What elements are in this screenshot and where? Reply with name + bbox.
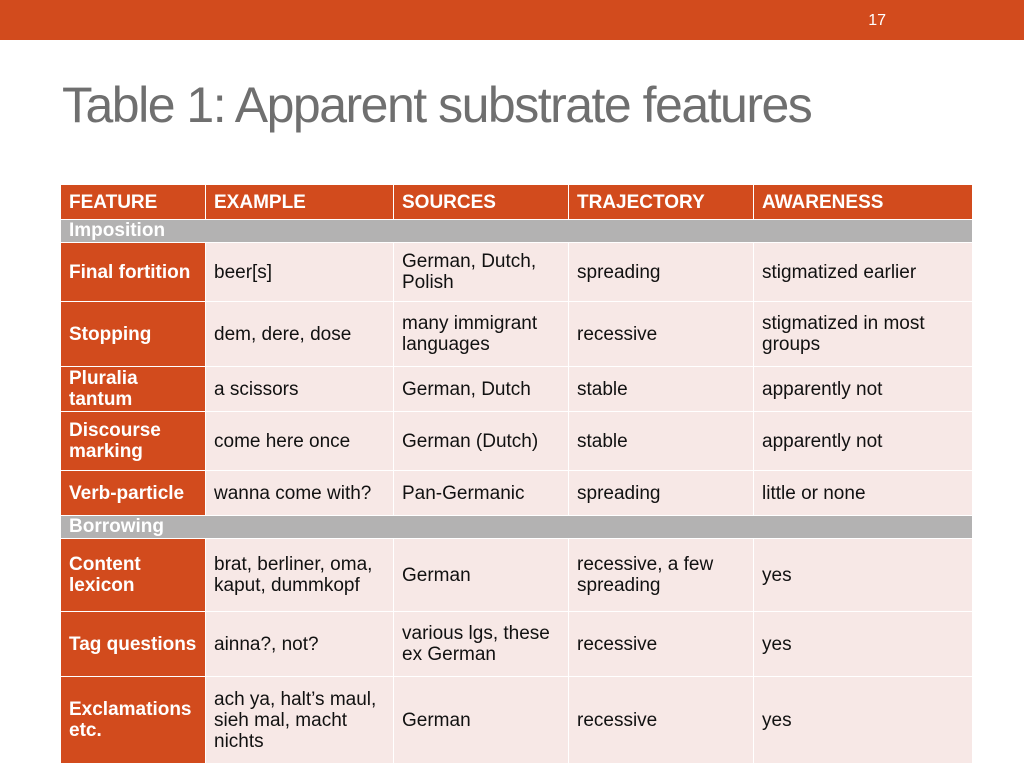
column-header-sources: SOURCES <box>394 185 569 220</box>
trajectory-cell: recessive, a few spreading <box>569 539 754 612</box>
slide-title: Table 1: Apparent substrate features <box>62 77 812 133</box>
table-row <box>61 367 973 412</box>
example-cell: ainna?, not? <box>206 612 394 677</box>
sources-cell: many immigrant languages <box>394 302 569 367</box>
table-row <box>61 302 973 367</box>
example-cell: dem, dere, dose <box>206 302 394 367</box>
table-row <box>61 677 973 764</box>
feature-cell: Pluralia tantum <box>61 367 206 412</box>
trajectory-cell: spreading <box>569 243 754 302</box>
trajectory-cell: stable <box>569 367 754 412</box>
sources-cell: German (Dutch) <box>394 412 569 471</box>
section-row <box>61 220 973 243</box>
table-row <box>61 412 973 471</box>
awareness-cell: yes <box>754 612 973 677</box>
table-row <box>61 471 973 516</box>
feature-cell: Content lexicon <box>61 539 206 612</box>
section-row <box>61 516 973 539</box>
section-label: Imposition <box>61 220 973 243</box>
awareness-cell: yes <box>754 677 973 764</box>
feature-cell: Discourse marking <box>61 412 206 471</box>
feature-cell: Tag questions <box>61 612 206 677</box>
feature-cell: Final fortition <box>61 243 206 302</box>
feature-cell: Verb-particle <box>61 471 206 516</box>
example-cell: ach ya, halt’s maul, sieh mal, macht nichts <box>206 677 394 764</box>
sources-cell: Pan-Germanic <box>394 471 569 516</box>
sources-cell: German <box>394 539 569 612</box>
column-header-feature: FEATURE <box>61 185 206 220</box>
example-cell: wanna come with? <box>206 471 394 516</box>
example-cell: come here once <box>206 412 394 471</box>
column-header-example: EXAMPLE <box>206 185 394 220</box>
substrate-features-table <box>60 184 973 764</box>
example-cell: a scissors <box>206 367 394 412</box>
awareness-cell: stigmatized earlier <box>754 243 973 302</box>
trajectory-cell: recessive <box>569 677 754 764</box>
table-header-row <box>61 185 973 220</box>
section-label: Borrowing <box>61 516 973 539</box>
example-cell: brat, berliner, oma, kaput, dummkopf <box>206 539 394 612</box>
table-row <box>61 612 973 677</box>
trajectory-cell: stable <box>569 412 754 471</box>
feature-cell: Stopping <box>61 302 206 367</box>
table-row <box>61 539 973 612</box>
awareness-cell: apparently not <box>754 367 973 412</box>
awareness-cell: little or none <box>754 471 973 516</box>
trajectory-cell: spreading <box>569 471 754 516</box>
example-cell: beer[s] <box>206 243 394 302</box>
sources-cell: various lgs, these ex German <box>394 612 569 677</box>
column-header-trajectory: TRAJECTORY <box>569 185 754 220</box>
top-accent-bar <box>0 0 1024 40</box>
sources-cell: German <box>394 677 569 764</box>
trajectory-cell: recessive <box>569 302 754 367</box>
awareness-cell: stigmatized in most groups <box>754 302 973 367</box>
slide-number: 17 <box>868 12 886 29</box>
table-row <box>61 243 973 302</box>
column-header-awareness: AWARENESS <box>754 185 973 220</box>
awareness-cell: yes <box>754 539 973 612</box>
feature-cell: Exclamations etc. <box>61 677 206 764</box>
awareness-cell: apparently not <box>754 412 973 471</box>
sources-cell: German, Dutch, Polish <box>394 243 569 302</box>
sources-cell: German, Dutch <box>394 367 569 412</box>
trajectory-cell: recessive <box>569 612 754 677</box>
table-body <box>61 220 973 764</box>
